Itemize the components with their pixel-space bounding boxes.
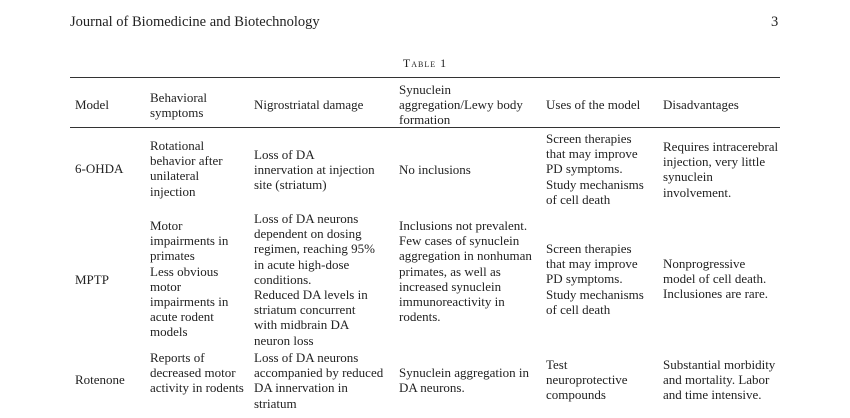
column-header-behavioral-symptoms: Behavioral symptoms — [150, 90, 208, 121]
row-rotenone-model: Rotenone — [75, 372, 125, 387]
row-6ohda-nigrostriatal: Loss of DA innervation at injection site (striatum) — [254, 147, 375, 193]
page-number: 3 — [771, 14, 779, 30]
row-rotenone-uses: Test neuroprotective compounds — [546, 357, 628, 403]
row-rotenone-disadvantages: Substantial morbidity and mortality. Labor and time intensive. — [663, 357, 776, 403]
row-rotenone-behavioral: Reports of decreased motor activity in rodents — [150, 350, 244, 396]
row-6ohda-behavioral: Rotational behavior after unilateral injection — [150, 138, 223, 199]
row-6ohda-synuclein: No inclusions — [399, 162, 471, 177]
row-mptp-synuclein: Inclusions not prevalent. Few cases of synuclein aggregation in nonhuman primates, as well as increased synuclein immunoreactivity in rodents. — [399, 218, 532, 325]
row-mptp-uses: Screen therapies that may improve PD symptoms. Study mechanisms of cell death — [546, 241, 644, 317]
column-header-synuclein-aggregation: Synuclein aggregation/Lewy body formation — [399, 82, 523, 128]
column-header-disadvantages: Disadvantages — [663, 97, 739, 112]
column-header-uses-of-the-model: Uses of the model — [546, 97, 641, 112]
column-header-model: Model — [75, 97, 109, 112]
row-6ohda-model: 6-OHDA — [75, 161, 124, 176]
row-mptp-model: MPTP — [75, 272, 109, 287]
row-mptp-disadvantages: Nonprogressive model of cell death. Inclusiones are rare. — [663, 256, 769, 302]
column-header-nigrostriatal-damage: Nigrostriatal damage — [254, 97, 364, 112]
row-6ohda-disadvantages: Requires intracerebral injection, very little synuclein involvement. — [663, 139, 779, 200]
row-rotenone-nigrostriatal: Loss of DA neurons accompanied by reduced DA innervation in striatum — [254, 350, 384, 411]
row-6ohda-uses: Screen therapies that may improve PD symptoms. Study mechanisms of cell death — [546, 131, 644, 207]
table-header-rule — [70, 127, 780, 128]
row-mptp-nigrostriatal: Loss of DA neurons dependent on dosing regimen, reaching 95% in acute high-dose conditions. Reduced DA levels in striatum concurrent with midbrain DA neuron loss — [254, 211, 375, 348]
journal-title: Journal of Biomedicine and Biotechnology — [70, 14, 320, 30]
row-rotenone-synuclein: Synuclein aggregation in DA neurons. — [399, 365, 529, 396]
table-caption: Table 1 — [402, 56, 448, 70]
row-mptp-behavioral: Motor impairments in primates Less obvious motor impairments in acute rodent models — [150, 218, 229, 340]
table-top-rule — [70, 77, 780, 78]
